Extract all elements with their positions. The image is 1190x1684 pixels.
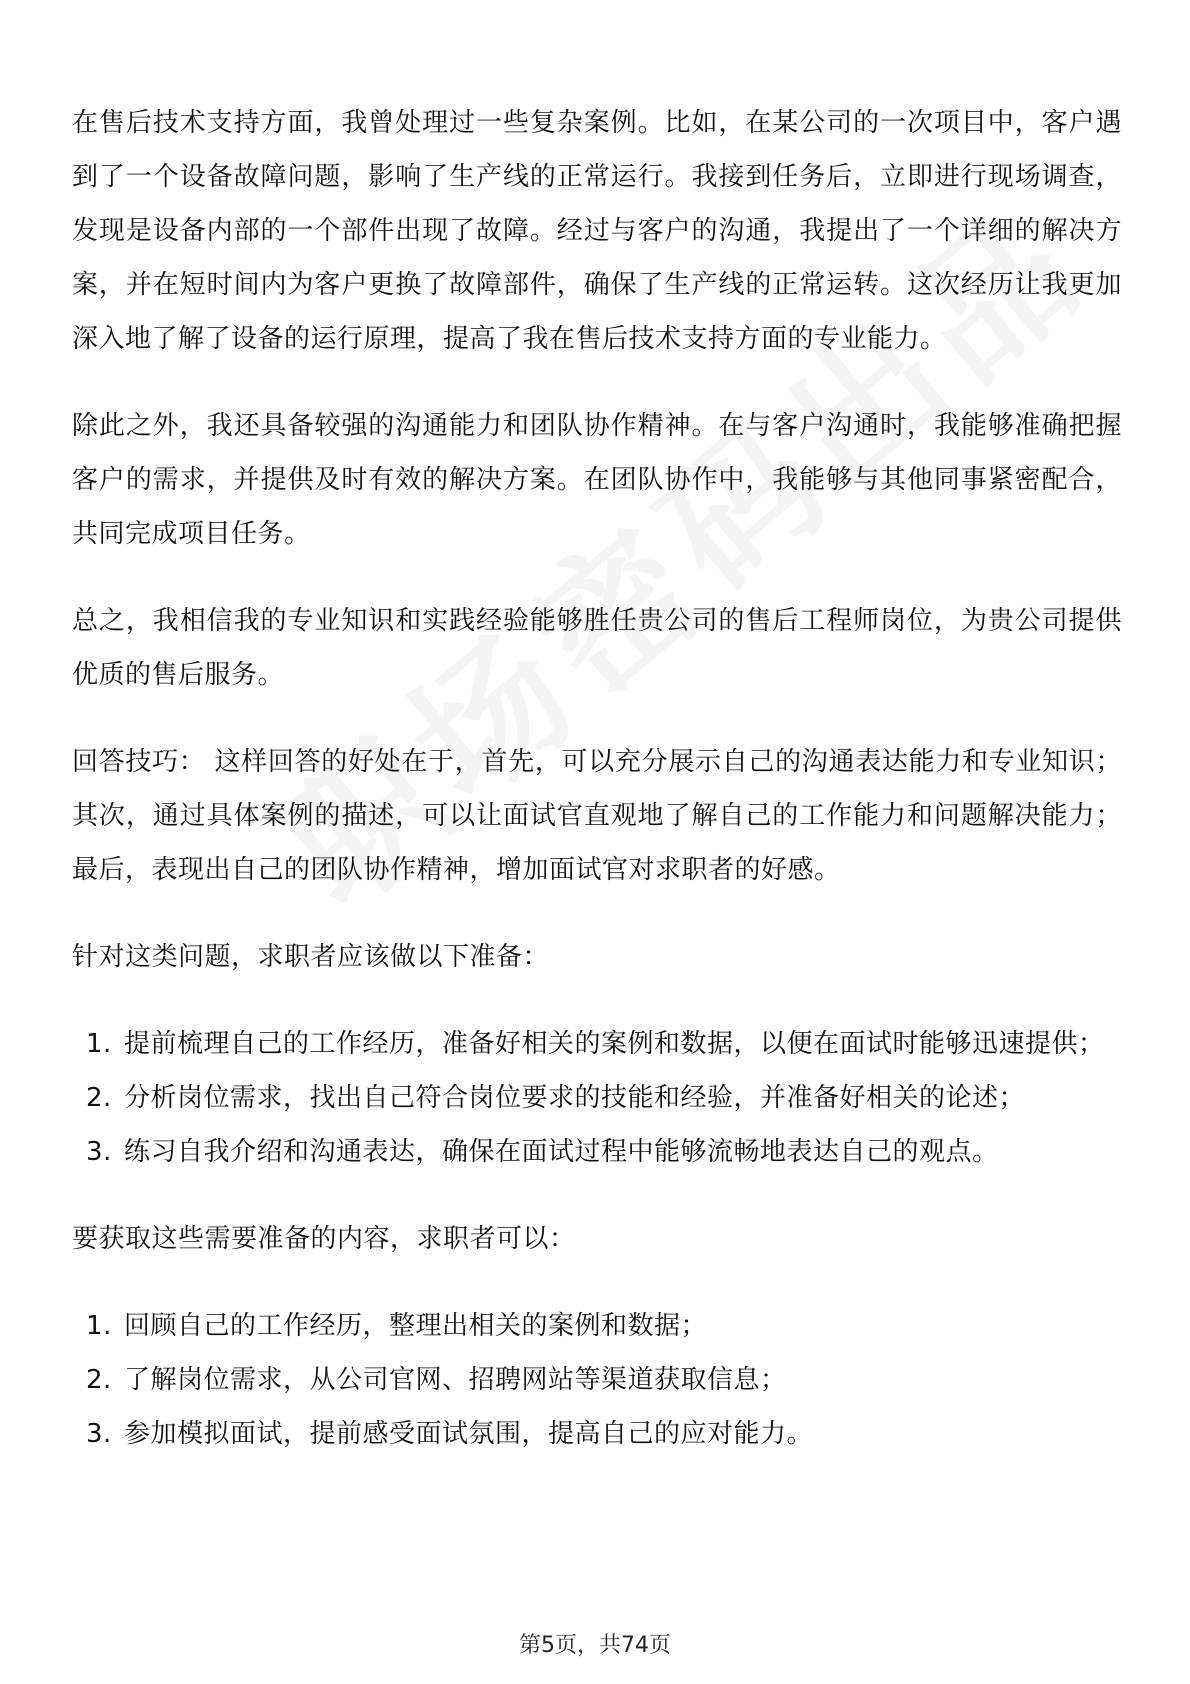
document-body (72, 96, 1122, 1494)
list-item-number: 1. (86, 1311, 112, 1341)
list-item-number: 3. (86, 1419, 112, 1449)
list-item (72, 1017, 1122, 1071)
list-item (72, 1299, 1122, 1353)
paragraph-preparation-intro: 针对这类问题，求职者应该做以下准备： (72, 942, 550, 972)
list-item-text: 了解岗位需求，从公司官网、招聘网站等渠道获取信息； (124, 1365, 787, 1395)
list-item-number: 2. (86, 1083, 112, 1113)
preparation-list (72, 1017, 1122, 1179)
list-item-text: 提前梳理自己的工作经历，准备好相关的案例和数据，以便在面试时能够迅速提供； (124, 1029, 1105, 1059)
list-item-number: 3. (86, 1137, 112, 1167)
list-item-text: 分析岗位需求，找出自己符合岗位要求的技能和经验，并准备好相关的论述； (124, 1083, 1026, 1113)
list-item (72, 1071, 1122, 1125)
list-item (72, 1407, 1122, 1461)
list-item (72, 1125, 1122, 1179)
list-item-text: 练习自我介绍和沟通表达，确保在面试过程中能够流畅地表达自己的观点。 (124, 1137, 999, 1167)
obtain-list (72, 1299, 1122, 1461)
list-item-text: 回顾自己的工作经历，整理出相关的案例和数据； (124, 1311, 708, 1341)
paragraph-how-to-obtain: 要获取这些需要准备的内容，求职者可以： (72, 1224, 576, 1254)
paragraph-summary: 总之，我相信我的专业知识和实践经验能够胜任贵公司的售后工程师岗位，为贵公司提供优质的售后服务。 (72, 606, 1122, 690)
list-item-number: 1. (86, 1029, 112, 1059)
paragraph-answer-tips: 回答技巧： 这样回答的好处在于，首先，可以充分展示自己的沟通表达能力和专业知识；其次，通过具体案例的描述，可以让面试官直观地了解自己的工作能力和问题解决能力；最后，表现出自己的团队协作精神，增加面试官对求职者的好感。 (72, 747, 1122, 885)
page-footer: 第5页，共74页 (519, 1633, 671, 1658)
paragraph-case-example: 在售后技术支持方面，我曾处理过一些复杂案例。比如，在某公司的一次项目中，客户遇到了一个设备故障问题，影响了生产线的正常运行。我接到任务后，立即进行现场调查，发现是设备内部的一个部件出现了故障。经过与客户的沟通，我提出了一个详细的解决方案，并在短时间内为客户更换了故障部件，确保了生产线的正常运转。这次经历让我更加深入地了解了设备的运行原理，提高了我在售后技术支持方面的专业能力。 (72, 108, 1122, 354)
paragraph-communication: 除此之外，我还具备较强的沟通能力和团队协作精神。在与客户沟通时，我能够准确把握客户的需求，并提供及时有效的解决方案。在团队协作中，我能够与其他同事紧密配合，共同完成项目任务。 (72, 411, 1122, 549)
list-item-number: 2. (86, 1365, 112, 1395)
list-item-text: 参加模拟面试，提前感受面试氛围，提高自己的应对能力。 (124, 1419, 814, 1449)
list-item (72, 1353, 1122, 1407)
